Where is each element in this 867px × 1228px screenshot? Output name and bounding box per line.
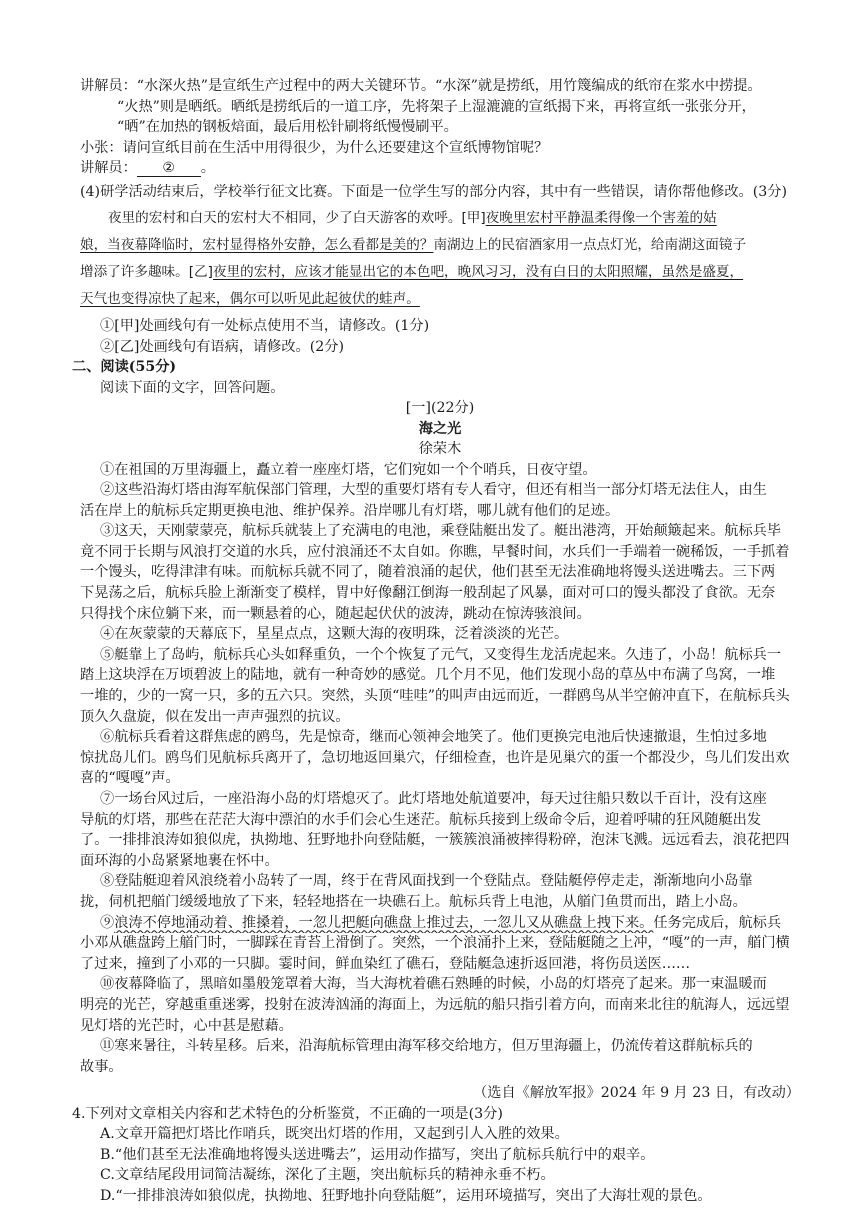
paragraph-line: 了过来，撞到了小邓的一只脚。霎时间，鲜血染红了礁石，登陆艇急速折返回港，将伤员送医…… xyxy=(80,955,691,972)
paragraph-line: ⑧登陆艇迎着风浪绕着小岛转了一周，终于在背风面找到一个登陆点。登陆艇停停走走，渐渐地向小岛靠 xyxy=(100,873,753,890)
paragraph-line: ⑪寒来暑往，斗转星移。后来，沿海航标管理由海军移交给地方，但万里海疆上，仍流传着这群航标兵的 xyxy=(100,1038,753,1055)
essay-text: 南湖边上的民宿酒家用一点点灯光，给南湖这面镜子 xyxy=(433,237,747,253)
paragraph-line: 竟不同于长期与风浪打交道的水兵，应付浪涌还不太自如。你瞧，早餐时间，水兵们一手端着一碗稀饭，一手抓着 xyxy=(80,543,790,560)
answer-line xyxy=(80,158,800,179)
wavy-underlined-sentence: 浪涛不停地涌动着、推搡着，一忽儿把艇向礁盘上推过去，一忽儿又从礁盘上拽下来。 xyxy=(114,914,654,931)
exam-page xyxy=(72,76,800,1206)
paragraph-line: ③这天，天刚蒙蒙亮，航标兵就装上了充满电的电池，乘登陆艇出发了。艇出港湾，开始颠簸起来。航标兵毕 xyxy=(100,523,782,540)
essay-line xyxy=(80,205,800,232)
dialogue-block xyxy=(80,76,800,179)
essay-excerpt xyxy=(80,205,800,313)
underlined-sentence-jia: 夜晚里宏村平静温柔得像一个害羞的姑 xyxy=(485,210,717,226)
paragraph-line: 惊扰岛儿们。鸥鸟们见航标兵离开了，急切地返回巢穴，仔细检查，也许是见巢穴的蛋一个都没少，鸟儿们发出欢 xyxy=(80,749,790,766)
option-c[interactable]: C.文章结尾段用词简洁凝练，深化了主题，突出航标兵的精神永垂不朽。 xyxy=(100,1167,555,1184)
dialogue-line: 小张：请问宣纸目前在生活中用得很少，为什么还要建这个宣纸博物馆呢？ xyxy=(80,139,549,156)
article-body xyxy=(80,460,800,1078)
dialogue-line: “火热”则是晒纸。晒纸是捞纸后的一道工序，先将架子上湿漉漉的宣纸揭下来，再将宣纸一张张分开， xyxy=(117,98,756,115)
option-a[interactable]: A.文章开篇把灯塔比作哨兵，既突出灯塔的作用，又起到引人入胜的效果。 xyxy=(100,1126,569,1143)
paragraph-line: 活在岸上的航标兵定期更换电池、维护保养。沿岸哪儿有灯塔，哪儿就有他们的足迹。 xyxy=(80,502,620,519)
paragraph-line: 踏上这块浮在万顷碧波上的陆地，就有一种奇妙的感觉。几个月不见，他们发现小岛的草丛中布满了鸟窝，一堆 xyxy=(80,667,776,684)
paragraph-line: 只得找个床位躺下来，而一颗悬着的心，随起起伏伏的波涛，跳动在惊涛骇浪间。 xyxy=(80,605,591,622)
essay-line xyxy=(80,232,800,259)
paragraph-line: 拢，伺机把艏门缓缓地放了下来，轻轻地搭在一块礁石上。航标兵背上电池，从艏门鱼贯而出，踏上小岛。 xyxy=(80,893,747,910)
paragraph-line: 面环海的小岛紧紧地裹在怀中。 xyxy=(80,852,279,869)
paragraph-line: ⑥航标兵看着这群焦虑的鸥鸟，先是惊奇，继而心领神会地笑了。他们更换完电池后快速撤退，生怕过多地 xyxy=(100,729,767,746)
speaker-label: 讲解员： xyxy=(80,160,137,176)
paragraph-line: ⑤艇靠上了岛屿，航标兵心头如释重负，一个个恢复了元气，又变得生龙活虎起来。久违了，小岛！航标兵一 xyxy=(100,646,782,663)
option-d[interactable]: D.“一排排浪涛如狼似虎，执拗地、狂野地扑向登陆艇”，运用环境描写，突出了大海壮观的景色。 xyxy=(100,1187,712,1204)
section-heading: 二、阅读(55分) xyxy=(72,359,177,375)
paragraph-line: 了。一排排浪涛如狼似虎，执拗地、狂野地扑向登陆艇，一簇簇浪涌被摔得粉碎，泡沫飞溅。远远看去，浪花把四 xyxy=(80,832,790,849)
essay-text: 增添了许多趣味。 xyxy=(80,264,189,280)
paragraph-line: 下晃荡之后，航标兵脸上渐渐变了模样，胃中好像翻江倒海一般刮起了风暴，面对可口的馒头都没了食欲。无奈 xyxy=(80,585,776,602)
essay-text: 夜里的宏村和白天的宏村大不相同，少了白天游客的欢呼。 xyxy=(108,210,462,226)
dialogue-line: “晒”在加热的钢板焙面，最后用松针刷将纸慢慢刷平。 xyxy=(117,119,458,135)
paragraph-4: ④在灰蒙蒙的天幕底下，星星点点，这颗大海的夜明珠，泛着淡淡的光芒。 xyxy=(100,626,569,643)
question-stem: 4.下列对文章相关内容和艺术特色的分析鉴赏，不正确的一项是(3分) xyxy=(72,1105,503,1122)
paragraph-line: ⑦一场台风过后，一座沿海小岛的灯塔熄灭了。此灯塔地处航道要冲，每天过往船只数以千百计，没有这座 xyxy=(100,791,767,807)
question-4 xyxy=(72,1104,800,1207)
paragraph-line: 喜的“嘎嘎”声。 xyxy=(80,770,180,787)
period: 。 xyxy=(200,160,215,176)
reading-instruction: 阅读下面的文字，回答问题。 xyxy=(100,379,285,396)
mark-jia: [甲] xyxy=(461,210,486,226)
paragraph-1: ①在祖国的万里海疆上，矗立着一座座灯塔，它们宛如一个个哨兵，日夜守望。 xyxy=(100,461,597,478)
paragraph-line: 小邓从礁盘跨上艏门时，一脚踩在青苔上滑倒了。突然，一个浪涌扑上来，登陆艇随之上冲，“嘎”的一声，艏门横 xyxy=(80,935,790,952)
underlined-sentence-yi: 夜里的宏村，应该才能显出它的本色吧，晚风习习，没有白日的太阳照耀，虽然是盛夏， xyxy=(212,264,744,280)
paragraph-line xyxy=(80,913,800,934)
underlined-sentence-jia: 娘，当夜幕降临时，宏村显得格外安静，怎么看都是美的？ xyxy=(80,237,434,253)
underlined-sentence-yi: 天气也变得凉快了起来，偶尔可以听见此起彼伏的蛙声。 xyxy=(80,291,420,307)
option-b[interactable]: B.“他们甚至无法准确地将馒头送进嘴去”，运用动作描写，突出了航标兵航行中的艰辛。 xyxy=(100,1146,655,1163)
paragraph-line: 顶久久盘旋，似在发出一声声强烈的抗议。 xyxy=(80,708,350,725)
sub-question-2: ②[乙]处画线句有语病，请修改。(2分) xyxy=(100,338,344,355)
answer-blank[interactable]: ② xyxy=(137,160,201,177)
paragraph-line: ②这些沿海灯塔由海军航保部门管理，大型的重要灯塔有专人看守，但还有相当一部分灯塔无法住人，由生 xyxy=(100,482,767,499)
question-intro: (4)研学活动结束后，学校举行征文比赛。下面是一位学生写的部分内容，其中有一些错误，请你帮他修改。(3分) xyxy=(80,183,788,200)
paragraph-line: 一个馒头，吃得津津有味。而航标兵就不同了，随着浪涌的起伏，他们甚至无法准确地将馒头送进嘴去。三下两 xyxy=(80,564,776,581)
article-title: 海之光 xyxy=(418,420,462,437)
mark-yi: [乙] xyxy=(188,264,213,280)
part-heading: [一](22分) xyxy=(405,400,475,416)
paragraph-line: ⑩夜幕降临了，黑暗如墨般笼罩着大海，当大海枕着礁石熟睡的时候，小岛的灯塔亮了起来。那一束温暖而 xyxy=(100,976,767,993)
article-author: 徐荣木 xyxy=(418,441,462,457)
source-citation: （选自《解放军报》2024 年 9 月 23 日，有改动） xyxy=(473,1085,800,1102)
essay-line xyxy=(80,286,800,313)
paragraph-line: 明亮的光芒，穿越重重迷雾，投射在波涛汹涌的海面上，为远航的船只指引着方向，而南来北往的航海人，远远望 xyxy=(80,996,790,1013)
dialogue-line: 讲解员：“水深火热”是宣纸生产过程中的两大关键环节。“水深”就是捞纸，用竹篾编成的纸帘在浆水中捞提。 xyxy=(80,78,762,94)
sub-question-1: ①[甲]处画线句有一处标点使用不当，请修改。(1分) xyxy=(100,318,430,334)
essay-line xyxy=(80,259,800,286)
paragraph-line: 故事。 xyxy=(80,1058,123,1075)
paragraph-number: ⑨ xyxy=(100,914,115,931)
paragraph-line: 一堆的，少的一窝一只，多的五六只。突然，头顶“哇哇”的叫声由远而近，一群鸥鸟从半空俯冲直下，在航标兵头 xyxy=(80,688,790,705)
paragraph-line: 见灯塔的光芒时，心中甚是慰藉。 xyxy=(80,1017,293,1034)
paragraph-text: 任务完成后，航标兵 xyxy=(653,914,782,931)
paragraph-line: 导航的灯塔，那些在茫茫大海中漂泊的水手们会心生迷茫。航标兵接到上级命令后，迎着呼啸的狂风随艇出发 xyxy=(80,811,762,828)
